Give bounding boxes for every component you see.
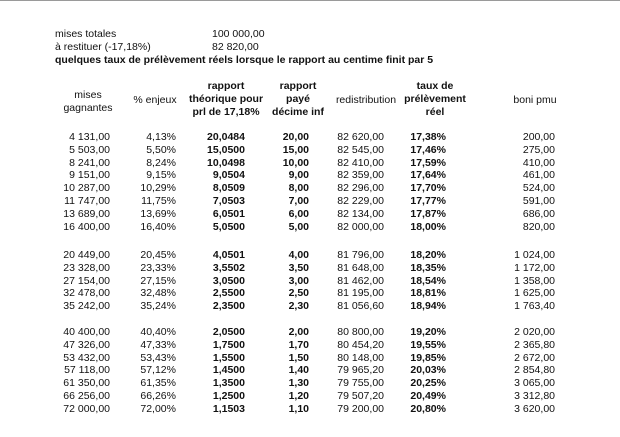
header-redistribution-line: redistribution: [335, 94, 397, 106]
cell-taux-reel: 17,59%: [410, 156, 446, 169]
cell-rapport-paye: 15,00: [282, 143, 309, 156]
cell-mises: 13 689,00: [63, 207, 110, 220]
cell-enjeux: 8,24%: [146, 156, 176, 169]
cell-boni-pmu: 591,00: [522, 195, 555, 207]
cell-rapport-paye: 8,00: [288, 182, 309, 195]
cell-taux-reel: 18,35%: [410, 261, 446, 274]
cell-rapport-theorique: 7,0503: [212, 195, 245, 207]
header-paye-line: décime inf: [272, 106, 324, 118]
header-theorique-line: prl de 17,18%: [192, 106, 260, 118]
header-taux-line: taux de: [416, 80, 454, 92]
cell-redistribution: 81 796,00: [337, 249, 384, 261]
cell-rapport-paye: 4,00: [288, 249, 309, 261]
cell-taux-reel: 17,70%: [410, 182, 446, 195]
cell-enjeux: 57,12%: [140, 364, 176, 377]
cell-redistribution: 82 359,00: [337, 169, 384, 182]
cell-redistribution: 82 296,00: [337, 182, 384, 195]
cell-rapport-theorique: 8,0509: [212, 182, 245, 195]
cell-rapport-paye: 2,50: [288, 287, 309, 300]
header-mises-line: mises: [74, 89, 102, 101]
cell-taux-reel: 18,81%: [410, 287, 446, 300]
cell-mises: 57 118,00: [64, 364, 110, 377]
cell-redistribution: 82 134,00: [337, 207, 384, 220]
cell-rapport-paye: 6,00: [288, 207, 309, 220]
cell-rapport-paye: 1,20: [288, 390, 309, 402]
header-mises-gagnantes: [55, 89, 121, 115]
cell-mises: 10 287,00: [63, 182, 110, 195]
cell-rapport-paye: 20,00: [282, 131, 309, 143]
cell-rapport-paye: 3,00: [288, 274, 309, 287]
cell-mises: 16 400,00: [63, 220, 110, 233]
cell-redistribution: 81 195,00: [337, 287, 384, 300]
cell-rapport-paye: 10,00: [282, 156, 309, 169]
cell-boni-pmu: 3 065,00: [514, 377, 555, 390]
cell-taux-reel: 20,03%: [410, 364, 446, 377]
cell-mises: 8 241,00: [69, 156, 110, 169]
cell-rapport-theorique: 3,0500: [212, 274, 245, 287]
cell-rapport-paye: 7,00: [288, 195, 309, 207]
cell-enjeux: 40,40%: [140, 326, 176, 338]
cell-enjeux: 16,40%: [140, 220, 176, 233]
cell-redistribution: 82 410,00: [337, 156, 384, 169]
header-paye-line: payé: [286, 93, 310, 105]
cell-boni-pmu: 820,00: [522, 220, 555, 233]
header-taux-line: réel: [425, 106, 445, 118]
cell-enjeux: 13,69%: [140, 207, 176, 220]
cell-rapport-paye: 2,00: [288, 326, 309, 338]
cell-redistribution: 80 454,20: [337, 338, 384, 351]
cell-rapport-theorique: 1,4500: [212, 364, 245, 377]
cell-enjeux: 32,48%: [140, 287, 176, 300]
cell-boni-pmu: 2 672,00: [514, 351, 555, 364]
cell-redistribution: 82 229,00: [337, 195, 384, 207]
cell-mises: 11 747,00: [64, 195, 110, 207]
cell-mises: 32 478,00: [63, 287, 110, 300]
cell-mises: 47 326,00: [63, 338, 110, 351]
cell-enjeux: 10,29%: [140, 182, 176, 195]
cell-redistribution: 82 620,00: [337, 131, 384, 143]
cell-mises: 27 154,00: [63, 274, 110, 287]
cell-boni-pmu: 1 625,00: [514, 287, 555, 300]
cell-boni-pmu: 1 172,00: [514, 261, 555, 274]
cell-enjeux: 47,33%: [140, 338, 176, 351]
header-mises-line: gagnantes: [63, 102, 113, 114]
cell-taux-reel: 18,00%: [410, 220, 446, 233]
cell-enjeux: 23,33%: [140, 261, 176, 274]
cell-mises: 23 328,00: [63, 261, 110, 274]
cell-boni-pmu: 2 020,00: [514, 326, 555, 338]
cell-redistribution: 80 148,00: [337, 351, 384, 364]
cell-rapport-paye: 3,50: [288, 261, 309, 274]
summary-value-total: 100 000,00: [212, 28, 265, 40]
cell-mises: 5 503,00: [69, 143, 110, 156]
cell-rapport-paye: 1,40: [288, 364, 309, 377]
cell-mises: 61 350,00: [63, 377, 110, 390]
cell-rapport-theorique: 1,7500: [212, 338, 245, 351]
summary-value-restituer: 82 820,00: [212, 41, 259, 53]
cell-rapport-theorique: 10,0498: [207, 156, 245, 169]
cell-rapport-paye: 5,00: [288, 220, 309, 233]
cell-enjeux: 53,43%: [140, 351, 176, 364]
header-redistribution: [326, 94, 406, 107]
header-boni-line: boni pmu: [513, 94, 557, 106]
cell-rapport-paye: 1,30: [288, 377, 309, 390]
cell-boni-pmu: 200,00: [522, 131, 555, 143]
cell-enjeux: 4,13%: [146, 131, 176, 143]
cell-boni-pmu: 686,00: [522, 207, 555, 220]
cell-boni-pmu: 1 358,00: [514, 274, 555, 287]
cell-rapport-theorique: 6,0501: [212, 207, 245, 220]
cell-redistribution: 82 545,00: [337, 143, 384, 156]
cell-taux-reel: 17,77%: [410, 195, 446, 207]
cell-redistribution: 79 755,00: [337, 377, 384, 390]
cell-taux-reel: 19,85%: [410, 351, 446, 364]
summary-label-total: mises totales: [55, 28, 117, 40]
cell-rapport-paye: 1,50: [288, 351, 309, 364]
header-rapport-paye: [270, 80, 326, 119]
cell-boni-pmu: 524,00: [522, 182, 555, 195]
cell-redistribution: 81 056,60: [337, 300, 384, 313]
top-border-line: [0, 0, 620, 1]
cell-enjeux: 20,45%: [140, 249, 176, 261]
cell-rapport-theorique: 1,3500: [212, 377, 245, 390]
cell-enjeux: 35,24%: [140, 300, 176, 313]
cell-rapport-theorique: 2,0500: [212, 326, 245, 338]
cell-enjeux: 61,35%: [140, 377, 176, 390]
cell-rapport-paye: 2,30: [288, 300, 309, 313]
summary-label-restituer: à restituer (-17,18%): [55, 41, 151, 53]
cell-boni-pmu: 3 620,00: [514, 402, 555, 415]
cell-enjeux: 9,15%: [146, 169, 176, 182]
cell-redistribution: 79 200,00: [337, 402, 384, 415]
header-boni-pmu: [505, 94, 565, 107]
cell-mises: 72 000,00: [63, 402, 110, 415]
cell-boni-pmu: 275,00: [522, 143, 555, 156]
cell-rapport-theorique: 5,0500: [212, 220, 245, 233]
header-theorique-line: rapport: [207, 80, 245, 92]
cell-mises: 9 151,00: [69, 169, 110, 182]
header-rapport-theorique: [186, 80, 266, 119]
cell-redistribution: 81 462,00: [337, 274, 384, 287]
cell-taux-reel: 17,46%: [410, 143, 446, 156]
cell-rapport-theorique: 2,3500: [212, 300, 245, 313]
cell-boni-pmu: 3 312,80: [514, 390, 555, 402]
cell-rapport-theorique: 3,5502: [212, 261, 245, 274]
cell-mises: 35 242,00: [63, 300, 110, 313]
cell-redistribution: 79 965,20: [337, 364, 384, 377]
cell-taux-reel: 17,64%: [410, 169, 446, 182]
header-enjeux: [125, 94, 185, 107]
cell-enjeux: 72,00%: [140, 402, 176, 415]
cell-redistribution: 81 648,00: [337, 261, 384, 274]
cell-rapport-theorique: 20,0484: [207, 131, 245, 143]
cell-rapport-theorique: 15,0500: [207, 143, 245, 156]
cell-mises: 20 449,00: [63, 249, 110, 261]
cell-rapport-theorique: 1,1503: [212, 402, 245, 415]
header-enjeux-line: % enjeux: [133, 94, 177, 106]
cell-taux-reel: 20,25%: [410, 377, 446, 390]
cell-rapport-theorique: 1,2500: [212, 390, 245, 402]
cell-taux-reel: 17,38%: [410, 131, 446, 143]
header-paye-line: rapport: [279, 80, 317, 92]
cell-rapport-theorique: 4,0501: [212, 249, 245, 261]
cell-enjeux: 27,15%: [140, 274, 176, 287]
cell-boni-pmu: 461,00: [522, 169, 555, 182]
cell-rapport-theorique: 1,5500: [212, 351, 245, 364]
cell-taux-reel: 18,54%: [410, 274, 446, 287]
cell-redistribution: 79 507,20: [337, 390, 384, 402]
cell-taux-reel: 18,20%: [410, 249, 446, 261]
cell-rapport-paye: 1,70: [288, 338, 309, 351]
cell-taux-reel: 20,80%: [410, 402, 446, 415]
cell-mises: 66 256,00: [63, 390, 110, 402]
cell-rapport-theorique: 9,0504: [212, 169, 245, 182]
cell-mises: 40 400,00: [63, 326, 110, 338]
cell-taux-reel: 17,87%: [410, 207, 446, 220]
cell-taux-reel: 19,55%: [410, 338, 446, 351]
header-taux-prelevement: [400, 80, 470, 119]
cell-redistribution: 80 800,00: [337, 326, 384, 338]
cell-boni-pmu: 2 854,80: [514, 364, 555, 377]
header-taux-line: prélèvement: [404, 93, 466, 105]
cell-mises: 53 432,00: [63, 351, 110, 364]
cell-rapport-theorique: 2,5500: [212, 287, 245, 300]
cell-boni-pmu: 1 763,40: [514, 300, 555, 313]
cell-boni-pmu: 1 024,00: [514, 249, 555, 261]
cell-rapport-paye: 1,10: [288, 402, 309, 415]
header-theorique-line: théorique pour: [188, 93, 264, 105]
cell-rapport-paye: 9,00: [288, 169, 309, 182]
table-note: quelques taux de prélèvement réels lorsque le rapport au centime finit par 5: [55, 54, 434, 66]
cell-enjeux: 5,50%: [146, 143, 176, 156]
cell-boni-pmu: 410,00: [522, 156, 555, 169]
cell-mises: 4 131,00: [69, 131, 110, 143]
cell-enjeux: 11,75%: [141, 195, 176, 207]
cell-taux-reel: 18,94%: [410, 300, 446, 313]
cell-redistribution: 82 000,00: [337, 220, 384, 233]
cell-enjeux: 66,26%: [140, 390, 176, 402]
cell-taux-reel: 20,49%: [410, 390, 446, 402]
cell-boni-pmu: 2 365,80: [514, 338, 555, 351]
cell-taux-reel: 19,20%: [410, 326, 446, 338]
